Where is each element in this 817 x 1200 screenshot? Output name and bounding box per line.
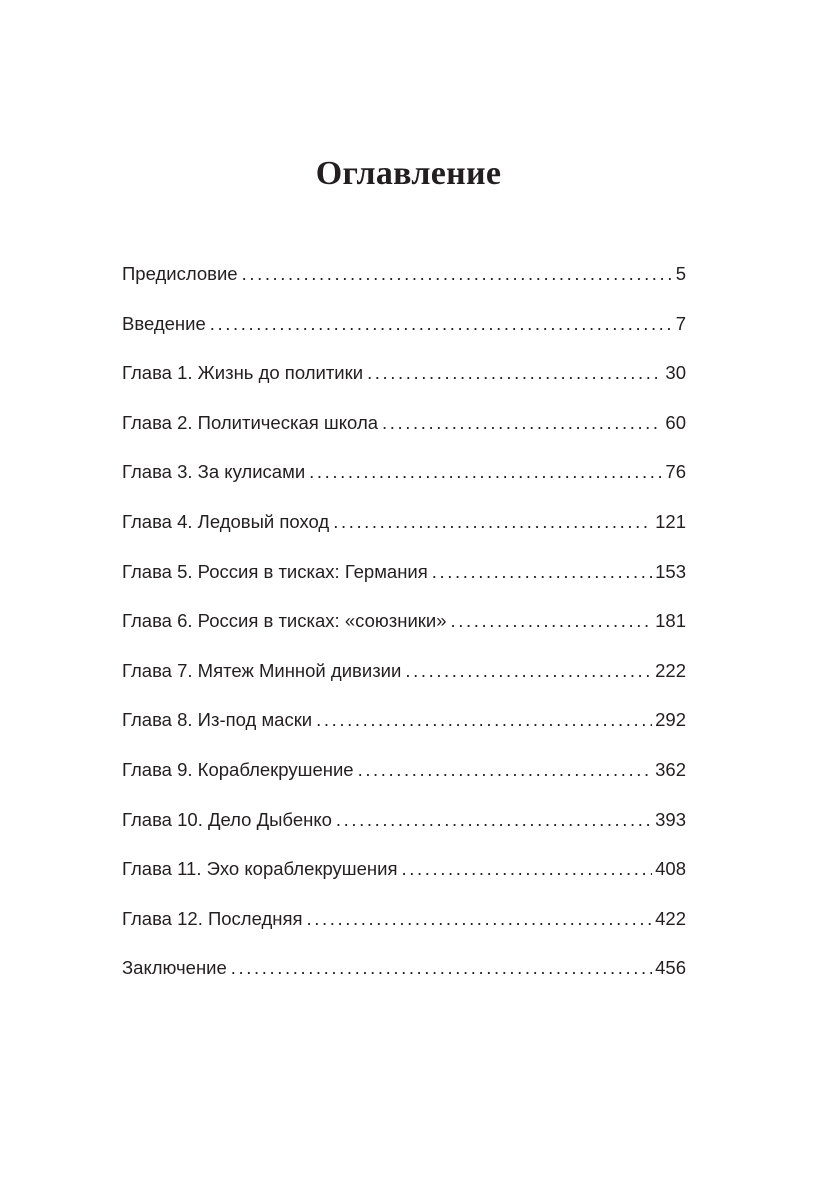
toc-entry-page: 30 bbox=[665, 362, 686, 384]
toc-entry-page: 60 bbox=[665, 411, 686, 433]
toc-dot-leader bbox=[307, 906, 653, 932]
toc-dot-leader bbox=[309, 459, 662, 485]
toc-dot-leader bbox=[336, 807, 652, 833]
table-of-contents bbox=[122, 261, 686, 1005]
toc-entry-label: Глава 2. Политическая школа bbox=[122, 411, 379, 433]
toc-entry-page: 121 bbox=[655, 510, 686, 532]
toc-entry-page: 393 bbox=[655, 808, 686, 830]
toc-entry[interactable] bbox=[122, 807, 686, 857]
toc-entry[interactable] bbox=[122, 559, 686, 609]
toc-entry-label: Глава 7. Мятеж Минной дивизии bbox=[122, 659, 402, 681]
toc-entry-label: Глава 5. Россия в тисках: Германия bbox=[122, 560, 428, 582]
toc-entry-page: 153 bbox=[655, 560, 686, 582]
toc-entry[interactable] bbox=[122, 658, 686, 708]
toc-entry-label: Глава 6. Россия в тисках: «союзники» bbox=[122, 610, 447, 632]
toc-entry-label: Глава 11. Эхо кораблекрушения bbox=[122, 858, 398, 880]
toc-dot-leader bbox=[432, 559, 652, 585]
toc-dot-leader bbox=[316, 707, 652, 733]
toc-entry-label: Глава 1. Жизнь до политики bbox=[122, 362, 364, 384]
toc-dot-leader bbox=[242, 261, 673, 287]
toc-entry[interactable] bbox=[122, 906, 686, 956]
toc-entry[interactable] bbox=[122, 410, 686, 460]
toc-entry[interactable] bbox=[122, 311, 686, 361]
toc-dot-leader bbox=[358, 757, 653, 783]
toc-entry[interactable] bbox=[122, 360, 686, 410]
toc-entry-label: Глава 12. Последняя bbox=[122, 907, 303, 929]
toc-entry[interactable] bbox=[122, 856, 686, 906]
toc-entry-label: Глава 8. Из-под маски bbox=[122, 709, 313, 731]
toc-entry[interactable] bbox=[122, 955, 686, 1005]
toc-entry[interactable] bbox=[122, 459, 686, 509]
toc-entry-label: Глава 3. За кулисами bbox=[122, 461, 306, 483]
toc-entry-page: 292 bbox=[655, 709, 686, 731]
toc-dot-leader bbox=[451, 608, 653, 634]
toc-entry-label: Заключение bbox=[122, 957, 227, 979]
toc-entry-label: Введение bbox=[122, 312, 206, 334]
toc-entry-page: 76 bbox=[665, 461, 686, 483]
toc-dot-leader bbox=[333, 509, 652, 535]
toc-entry-page: 222 bbox=[655, 659, 686, 681]
toc-entry-page: 362 bbox=[655, 758, 686, 780]
toc-dot-leader bbox=[382, 410, 662, 436]
toc-entry[interactable] bbox=[122, 707, 686, 757]
toc-dot-leader bbox=[210, 311, 673, 337]
toc-entry[interactable] bbox=[122, 509, 686, 559]
page-title: Оглавление bbox=[315, 155, 502, 192]
toc-entry-label: Глава 10. Дело Дыбенко bbox=[122, 808, 332, 830]
toc-entry-page: 408 bbox=[655, 858, 686, 880]
toc-entry-label: Глава 9. Кораблекрушение bbox=[122, 758, 354, 780]
toc-entry-label: Глава 4. Ледовый поход bbox=[122, 510, 330, 532]
toc-dot-leader bbox=[405, 658, 652, 684]
toc-entry[interactable] bbox=[122, 757, 686, 807]
toc-dot-leader bbox=[367, 360, 662, 386]
toc-dot-leader bbox=[231, 955, 652, 981]
toc-entry-page: 7 bbox=[675, 312, 686, 334]
toc-entry[interactable] bbox=[122, 261, 686, 311]
toc-entry-page: 422 bbox=[655, 907, 686, 929]
toc-entry-page: 456 bbox=[655, 957, 686, 979]
toc-dot-leader bbox=[402, 856, 653, 882]
toc-entry-page: 5 bbox=[675, 263, 686, 284]
toc-entry[interactable] bbox=[122, 608, 686, 658]
toc-entry-page: 181 bbox=[655, 610, 686, 632]
toc-entry-label: Предисловие bbox=[122, 263, 238, 284]
